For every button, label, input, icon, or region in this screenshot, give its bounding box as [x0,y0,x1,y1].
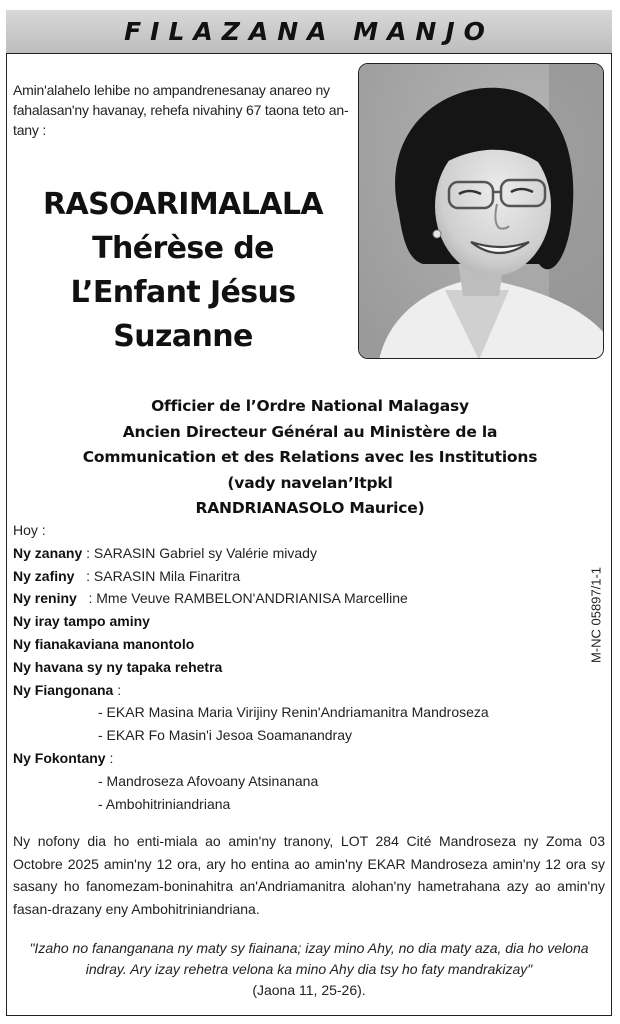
family-row-fiangonana [13,679,583,702]
intro-text: Amin'alahelo lehibe no ampandrenesanay anareo ny fahalasan'ny havanay, rehefa nivahiny 67 taona teto an-tany : [13,82,349,138]
title-line: RANDRIANASOLO Maurice) [195,499,425,517]
name-line: Thérèse de [92,231,274,266]
funeral-notice: Ny nofony dia ho enti-miala ao amin'ny tranony, LOT 284 Cité Mandroseza ny Zoma 03 Octobre 2025 amin'ny 12 ora, ary ho entina ao amin'ny EKAR Mandroseza amin'ny 12 ora sy sasany ho fanomezam-boninahitra an'Andriamanitra alohan'ny hametrahana azy ao amin'ny fasan-drazany eny Ambohitriniandriana. [13,833,605,917]
deceased-name [10,183,356,359]
name-line: Suzanne [113,319,253,354]
header-title: FILAZANA MANJO [124,17,494,46]
family-list [13,519,583,815]
quote-text: "Izaho no fananganana ny maty sy fiainana; izay mino Ahy, no dia maty aza, dia ho velona indray. Ary izay rehetra velona ka mino Ahy dia tsy ho faty mandrakizay" [29,940,589,977]
title-line: (vady navelan’Itpkl [227,473,393,492]
zanany-label: Ny zanany [13,544,83,561]
name-line: RASOARIMALALA [42,187,324,222]
havana-label: Ny havana sy ny tapaka rehetra [13,658,223,675]
reniny-label: Ny reniny [13,590,77,607]
fokontany-item: - Ambohitriniandriana [98,795,231,812]
fiangonana-colon: : [113,681,122,698]
hoy-label: Hoy : [13,522,46,538]
quote-source: (Jaona 11, 25-26). [252,982,366,998]
header-banner [6,10,612,54]
title-line: Ancien Directeur Général au Ministère de la [122,422,498,441]
family-row-havana [13,656,583,679]
family-row-fokontany [13,747,583,770]
fokontany-item: - Mandroseza Afovoany Atsinanana [98,772,319,789]
family-row-zanany [13,542,583,565]
portrait-photo [358,63,604,359]
family-row-reniny [13,587,583,610]
title-line: Officier de l’Ordre National Malagasy [151,397,469,415]
scripture-quote [13,938,605,1001]
fiangonana-item: - EKAR Masina Maria Virijiny Renin'Andriamanitra Mandroseza [98,704,489,721]
zafiny-label: Ny zafiny [13,567,75,584]
family-row-zafiny [13,565,583,588]
fiangonana-label: Ny Fiangonana [13,681,114,698]
family-row-fianakaviana [13,633,583,656]
fiangonana-item: - EKAR Fo Masin'i Jesoa Soamanandray [98,727,353,744]
title-line: Communication et des Relations avec les Institutions [82,448,538,466]
fokontany-label: Ny Fokontany [13,749,106,766]
family-row-iray-tampo [13,610,583,633]
zanany-value: : SARASIN Gabriel sy Valérie mivady [82,544,317,561]
reniny-value: : Mme Veuve RAMBELON'ANDRIANISA Marcelline [76,590,408,607]
honorific-titles [10,394,610,522]
name-line: L’Enfant Jésus [70,275,296,310]
fianakaviana-label: Ny fianakaviana manontolo [13,635,195,652]
fokontany-colon: : [105,749,114,766]
reference-code: M-NC 05897/1-1 [588,566,604,664]
zafiny-value: : SARASIN Mila Finaritra [74,567,241,584]
iray-tampo-label: Ny iray tampo aminy [13,613,150,630]
